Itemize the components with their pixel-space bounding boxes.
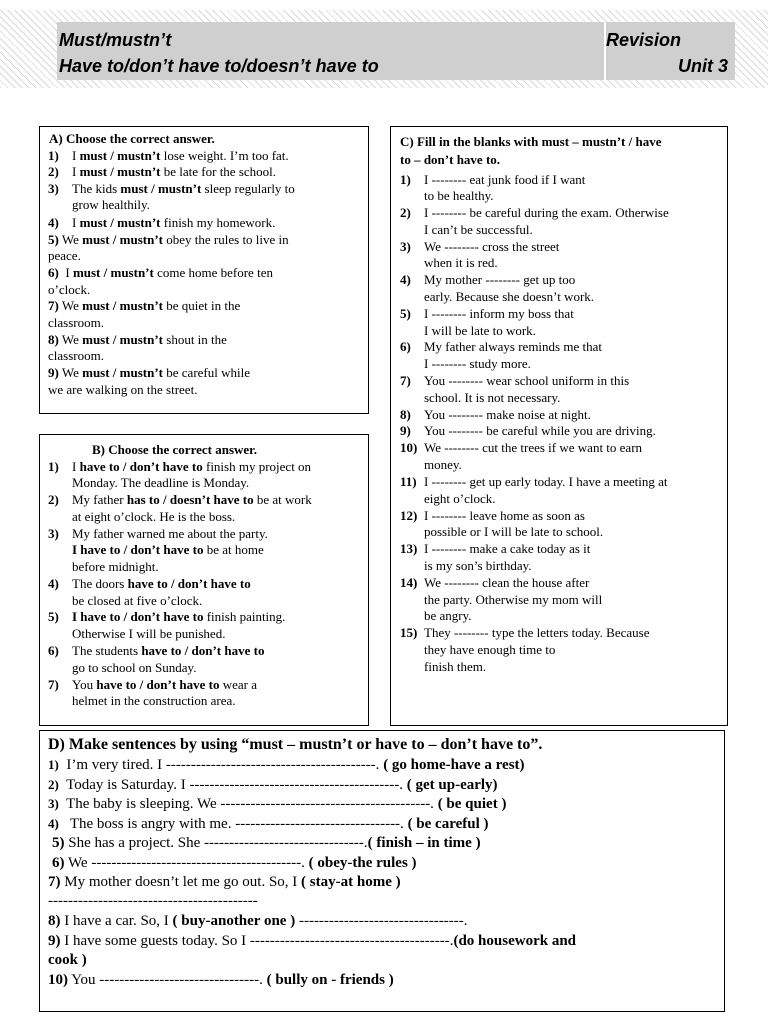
question-text-cont: they have enough time to	[424, 642, 556, 657]
item-number: 3)	[48, 526, 59, 541]
item-number: 2)	[48, 164, 59, 179]
section-b	[39, 434, 369, 726]
sentence-item: 5) She has a project. She --------------------------------.( finish – in time )	[52, 835, 481, 851]
question-text-cont: I will be late to work.	[424, 323, 536, 338]
question-text: The students have to / don’t have to	[72, 643, 265, 658]
question-text-cont: possible or I will be late to school.	[424, 524, 604, 539]
item-number: 15)	[400, 625, 418, 640]
question-text-cont: before midnight.	[72, 559, 159, 574]
item-number: 1)	[48, 459, 59, 474]
sentence-item-cont: ------------------------------------------	[48, 893, 258, 909]
item-number: 8)	[400, 407, 411, 422]
question-text-cont: peace.	[48, 248, 81, 263]
question-text: 9) We must / mustn’t be careful while	[48, 365, 250, 380]
item-number: 7)	[48, 677, 59, 692]
item-number: 13)	[400, 541, 418, 556]
revision-label: Revision	[606, 30, 682, 50]
item-number: 5)	[400, 306, 411, 321]
sentence-item: 8) I have a car. So, I ( buy-another one ) ---------------------------------.	[48, 913, 468, 929]
item-number: 5)	[48, 609, 59, 624]
sentence-item: 10) You --------------------------------. ( bully on - friends )	[48, 972, 394, 988]
question-text: I -------- get up early today. I have a meeting at	[424, 474, 668, 489]
question-text-cont: money.	[424, 457, 462, 472]
question-text-cont: to be healthy.	[424, 188, 494, 203]
question-text-cont: Monday. The deadline is Monday.	[72, 475, 250, 490]
question-text-cont: helmet in the construction area.	[72, 693, 236, 708]
item-number: 2)	[48, 492, 59, 507]
question-text-cont: I have to / don’t have to be at home	[72, 542, 264, 557]
section-a	[39, 126, 369, 414]
question-text: My father always reminds me that	[424, 339, 602, 354]
question-text-cont: finish them.	[424, 659, 487, 674]
question-text-cont: classroom.	[48, 348, 104, 363]
section-c-title: C) Fill in the blanks with must – mustn’t / have	[400, 134, 662, 149]
question-text: We -------- cut the trees if we want to earn	[424, 440, 643, 455]
question-text-cont: Otherwise I will be punished.	[72, 626, 226, 641]
sentence-item: 7) My mother doesn’t let me go out. So, I ( stay-at home )	[48, 874, 401, 890]
item-number: 10)	[400, 440, 418, 455]
question-text: They -------- type the letters today. Because	[424, 625, 650, 640]
question-text: I must / mustn’t finish my homework.	[72, 215, 276, 230]
item-number: 14)	[400, 575, 418, 590]
question-text: I -------- be careful during the exam. Otherwise	[424, 205, 669, 220]
item-number: 6)	[400, 339, 411, 354]
question-text: We -------- cross the street	[424, 239, 560, 254]
question-text: I have to / don’t have to finish painting.	[72, 609, 286, 624]
question-text: I must / mustn’t be late for the school.	[72, 164, 277, 179]
question-text: You -------- be careful while you are driving.	[424, 423, 656, 438]
sentence-item: 4) The boss is angry with me. ---------------------------------. ( be careful )	[48, 816, 489, 832]
question-text: My father warned me about the party.	[72, 526, 268, 541]
unit-label: Unit 3	[678, 56, 729, 76]
item-number: 11)	[400, 474, 417, 489]
question-text-cont: o’clock.	[48, 282, 91, 297]
question-text-cont: I -------- study more.	[424, 356, 531, 371]
worksheet-subtitle: Have to/don’t have to/doesn’t have to	[59, 56, 379, 76]
item-number: 3)	[400, 239, 411, 254]
item-number: 4)	[400, 272, 411, 287]
question-text: I -------- inform my boss that	[424, 306, 574, 321]
sentence-item: 9) I have some guests today. So I ----------------------------------------.(do housework and	[48, 933, 577, 949]
item-number: 1)	[400, 172, 411, 187]
section-d-title: D) Make sentences by using “must – mustn’t or have to – don’t have to”.	[48, 736, 543, 753]
question-text: The doors have to / don’t have to	[72, 576, 251, 591]
question-text: 6) I must / mustn’t come home before ten	[48, 265, 273, 280]
sentence-item: 3) The baby is sleeping. We ------------------------------------------. ( be quiet )	[48, 796, 507, 812]
item-number: 7)	[400, 373, 411, 388]
section-c	[390, 126, 728, 726]
section-b-title: B) Choose the correct answer.	[92, 442, 257, 457]
question-text-cont: go to school on Sunday.	[72, 660, 197, 675]
item-number: 12)	[400, 508, 418, 523]
question-text: You -------- make noise at night.	[424, 407, 591, 422]
question-text-cont: eight o’clock.	[424, 491, 496, 506]
question-text-cont: is my son’s birthday.	[424, 558, 532, 573]
question-text: I -------- make a cake today as it	[424, 541, 591, 556]
question-text-cont: the party. Otherwise my mom will	[424, 592, 603, 607]
question-text: I -------- eat junk food if I want	[424, 172, 586, 187]
question-text-cont: be closed at five o’clock.	[72, 593, 203, 608]
sentence-item: 1) I’m very tired. I ------------------------------------------. ( go home-have a rest)	[48, 757, 525, 773]
sentence-item: 2) Today is Saturday. I ------------------------------------------. ( get up-early)	[48, 777, 498, 793]
question-text: 8) We must / mustn’t shout in the	[48, 332, 227, 347]
question-text: We -------- clean the house after	[424, 575, 590, 590]
section-d	[39, 730, 725, 1012]
question-text-cont: early. Because she doesn’t work.	[424, 289, 595, 304]
item-number: 1)	[48, 148, 59, 163]
worksheet-title: Must/mustn’t	[59, 30, 172, 50]
question-text: My father has to / doesn’t have to be at work	[72, 492, 312, 507]
question-text-cont: classroom.	[48, 315, 104, 330]
question-text-cont: when it is red.	[424, 255, 498, 270]
question-text: I have to / don’t have to finish my project on	[72, 459, 312, 474]
question-text: I -------- leave home as soon as	[424, 508, 585, 523]
item-number: 3)	[48, 181, 59, 196]
question-text-cont: we are walking on the street.	[48, 382, 198, 397]
question-text-cont: be angry.	[424, 608, 472, 623]
sentence-item-cont: cook )	[48, 952, 87, 968]
question-text-cont: grow healthily.	[72, 197, 150, 212]
question-text: 5) We must / mustn’t obey the rules to live in	[48, 232, 289, 247]
question-text-cont: at eight o’clock. He is the boss.	[72, 509, 236, 524]
item-number: 4)	[48, 576, 59, 591]
section-a-title: A) Choose the correct answer.	[49, 131, 215, 146]
question-text: 7) We must / mustn’t be quiet in the	[48, 298, 241, 313]
question-text: I must / mustn’t lose weight. I’m too fat.	[72, 148, 289, 163]
question-text: You -------- wear school uniform in this	[424, 373, 630, 388]
sentence-item: 6) We ------------------------------------------. ( obey-the rules )	[52, 855, 417, 871]
item-number: 4)	[48, 215, 59, 230]
question-text-cont: school. It is not necessary.	[424, 390, 561, 405]
item-number: 9)	[400, 423, 411, 438]
question-text: You have to / don’t have to wear a	[72, 677, 258, 692]
question-text-cont: I can’t be successful.	[424, 222, 533, 237]
section-c-title-cont: to – don’t have to.	[400, 152, 501, 167]
question-text: The kids must / mustn’t sleep regularly to	[72, 181, 295, 196]
item-number: 6)	[48, 643, 59, 658]
item-number: 2)	[400, 205, 411, 220]
question-text: My mother -------- get up too	[424, 272, 576, 287]
